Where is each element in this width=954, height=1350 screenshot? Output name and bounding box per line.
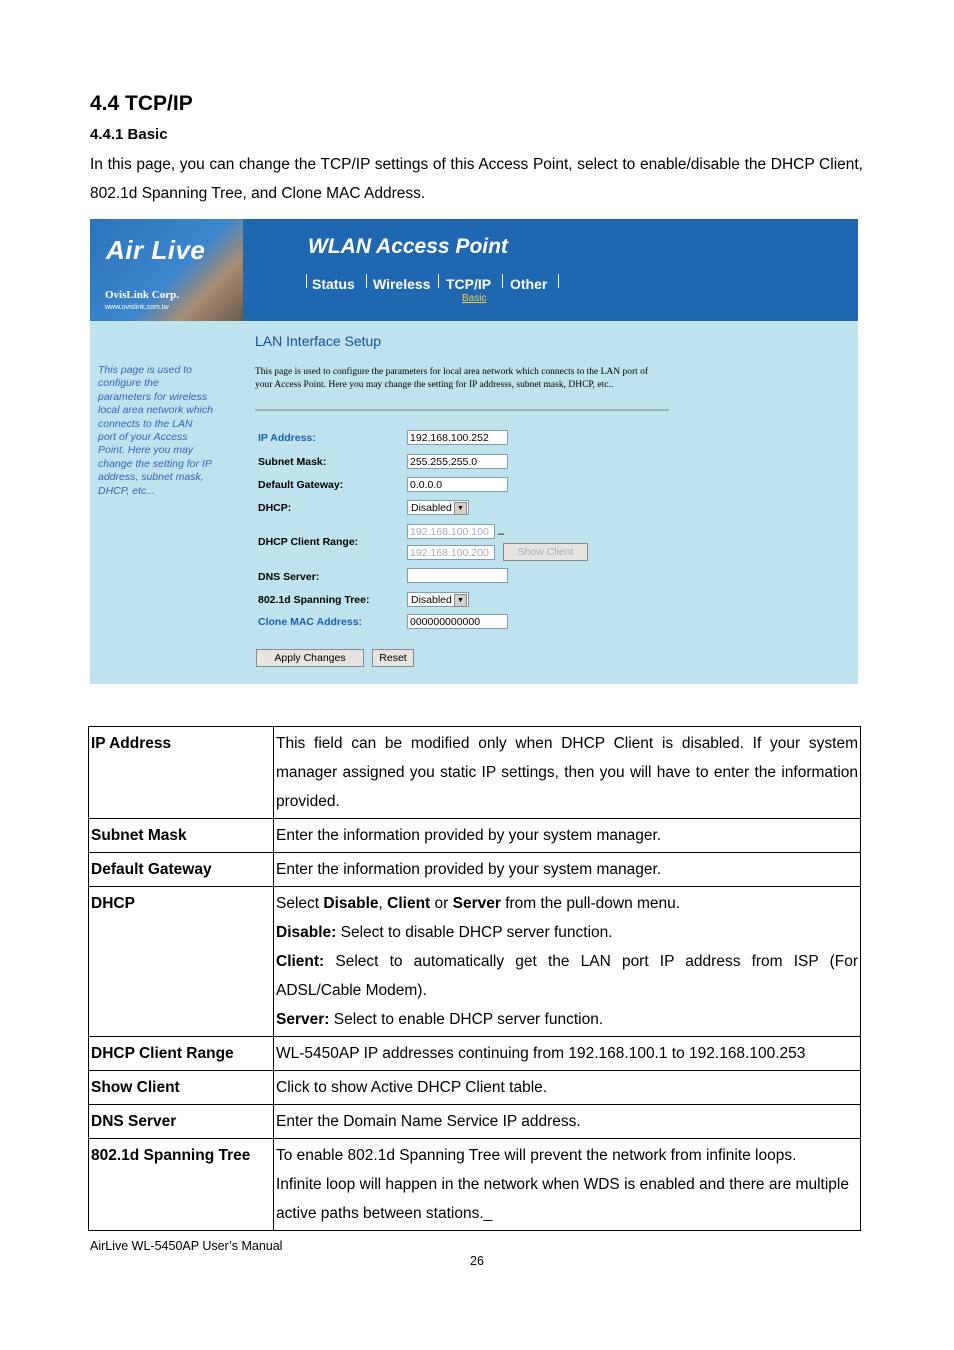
nav-separator — [558, 274, 559, 288]
table-value: This field can be modified only when DHCP Client is disabled. If your system manager assigned you static IP settings, then you will have to enter the information provided. — [274, 727, 861, 819]
section-heading: 4.4 TCP/IP — [90, 92, 193, 115]
lan-setup-description: This page is used to configure the parameters for local area network which connects to the LAN port of your Access Point. Here you may change the setting for IP addresss, subnet mask, DHCP, etc.. — [255, 367, 649, 390]
nav-separator — [366, 274, 367, 288]
table-row — [89, 1037, 861, 1071]
logo-corp: OvisLink Corp. — [105, 289, 179, 301]
text: Select — [276, 895, 324, 912]
logo-name: Air Live — [106, 235, 206, 265]
dns-server-label: DNS Server: — [258, 571, 320, 583]
logo-url: www.ovislink.com.tw — [105, 304, 169, 311]
text: Disable — [323, 895, 379, 912]
chevron-down-icon[interactable]: ▼ — [454, 594, 467, 607]
nav-separator — [438, 274, 439, 288]
spanning-tree-select[interactable] — [407, 592, 469, 607]
table-row — [89, 887, 861, 1037]
table-row — [89, 1105, 861, 1139]
default-gateway-label: Default Gateway: — [258, 479, 344, 491]
table-row — [89, 1139, 861, 1231]
dhcp-label: DHCP: — [258, 502, 292, 514]
reset-button[interactable]: Reset — [372, 649, 414, 667]
app-title: WLAN Access Point — [308, 235, 508, 258]
text: , — [378, 895, 388, 912]
side-help-text: This page is used to configure the parameters for wireless local area network which connects to the LAN port of your Access Point. Here you may change the setting for IP address, subnet mask, DHCP, etc... — [98, 364, 213, 497]
nav-sub-basic[interactable]: Basic — [462, 293, 487, 304]
nav-separator — [502, 274, 503, 288]
spanning-tree-select-value: Disabled — [411, 594, 452, 606]
nav-separator — [306, 274, 307, 288]
dhcp-select-value: Disabled — [411, 502, 452, 514]
ip-address-label: IP Address: — [258, 432, 316, 444]
table-row — [89, 1071, 861, 1105]
field-description-table — [88, 726, 861, 1231]
default-gateway-input[interactable]: 0.0.0.0 — [407, 477, 508, 492]
clone-mac-input[interactable]: 000000000000 — [407, 614, 508, 629]
range-dash: – — [498, 528, 505, 540]
subnet-mask-label: Subnet Mask: — [258, 456, 327, 468]
table-row — [89, 819, 861, 853]
subnet-mask-input[interactable]: 255.255.255.0 — [407, 454, 508, 469]
table-value — [274, 887, 861, 1037]
apply-changes-button[interactable]: Apply Changes — [256, 649, 364, 667]
text: Select to disable DHCP server function. — [336, 924, 613, 941]
text: Client — [387, 895, 431, 912]
text: Client: — [276, 953, 325, 970]
table-value: Enter the Domain Name Service IP address. — [274, 1105, 861, 1139]
lan-setup-title: LAN Interface Setup — [255, 333, 382, 349]
table-value — [274, 1139, 861, 1231]
table-key: DHCP Client Range — [89, 1037, 274, 1071]
ip-address-input[interactable]: 192.168.100.252 — [407, 430, 508, 445]
table-value: Click to show Active DHCP Client table. — [274, 1071, 861, 1105]
table-key: 802.1d Spanning Tree — [89, 1139, 274, 1231]
nav-other[interactable]: Other — [510, 276, 548, 292]
table-key: DNS Server — [89, 1105, 274, 1139]
clone-mac-label: Clone MAC Address: — [258, 616, 363, 628]
table-key: Default Gateway — [89, 853, 274, 887]
text: Server — [452, 895, 501, 912]
table-key: DHCP — [89, 887, 274, 1037]
footer-text: AirLive WL-5450AP User’s Manual — [90, 1239, 283, 1253]
divider — [255, 409, 669, 411]
spanning-tree-label: 802.1d Spanning Tree: — [258, 594, 370, 606]
page-number: 26 — [470, 1254, 484, 1268]
table-value: WL-5450AP IP addresses continuing from 192.168.100.1 to 192.168.100.253 — [274, 1037, 861, 1071]
table-row — [89, 853, 861, 887]
header-banner — [90, 219, 858, 321]
table-value: Enter the information provided by your system manager. — [274, 819, 861, 853]
text: from the pull-down menu. — [500, 895, 681, 912]
text: or — [430, 895, 453, 912]
dhcp-select[interactable] — [407, 500, 469, 515]
router-ui-screenshot — [90, 219, 858, 684]
table-key: Show Client — [89, 1071, 274, 1105]
text: Disable: — [276, 924, 337, 941]
text: Server: — [276, 1011, 330, 1028]
text: _ — [483, 1205, 493, 1222]
table-row — [89, 727, 861, 819]
table-key: IP Address — [89, 727, 274, 819]
chevron-down-icon[interactable]: ▼ — [454, 502, 467, 515]
text: Select to automatically get the LAN port IP address from ISP (For ADSL/Cable Modem). — [276, 953, 858, 999]
nav-wireless[interactable]: Wireless — [373, 276, 431, 292]
table-value: Enter the information provided by your system manager. — [274, 853, 861, 887]
dhcp-client-range-label: DHCP Client Range: — [258, 536, 359, 548]
text: Infinite loop will happen in the network when WDS is enabled and there are multiple active paths between stations. — [276, 1176, 849, 1222]
dhcp-range-end-input[interactable]: 192.168.100.200 — [407, 545, 495, 560]
nav-status[interactable]: Status — [312, 276, 355, 292]
dhcp-range-start-input[interactable]: 192.168.100.100 — [407, 524, 495, 539]
table-key: Subnet Mask — [89, 819, 274, 853]
subsection-heading: 4.4.1 Basic — [90, 126, 168, 143]
show-client-button[interactable]: Show Client — [503, 543, 588, 561]
text: To enable 802.1d Spanning Tree will prevent the network from infinite loops. — [276, 1147, 797, 1164]
nav-tcpip[interactable]: TCP/IP — [446, 276, 492, 292]
text: Select to enable DHCP server function. — [329, 1011, 604, 1028]
dns-server-input[interactable] — [407, 568, 508, 583]
airlive-logo — [90, 219, 243, 321]
intro-paragraph: In this page, you can change the TCP/IP settings of this Access Point, select to enable/disable the DHCP Client, 802.1d Spanning Tree, and Clone MAC Address. — [90, 156, 863, 202]
